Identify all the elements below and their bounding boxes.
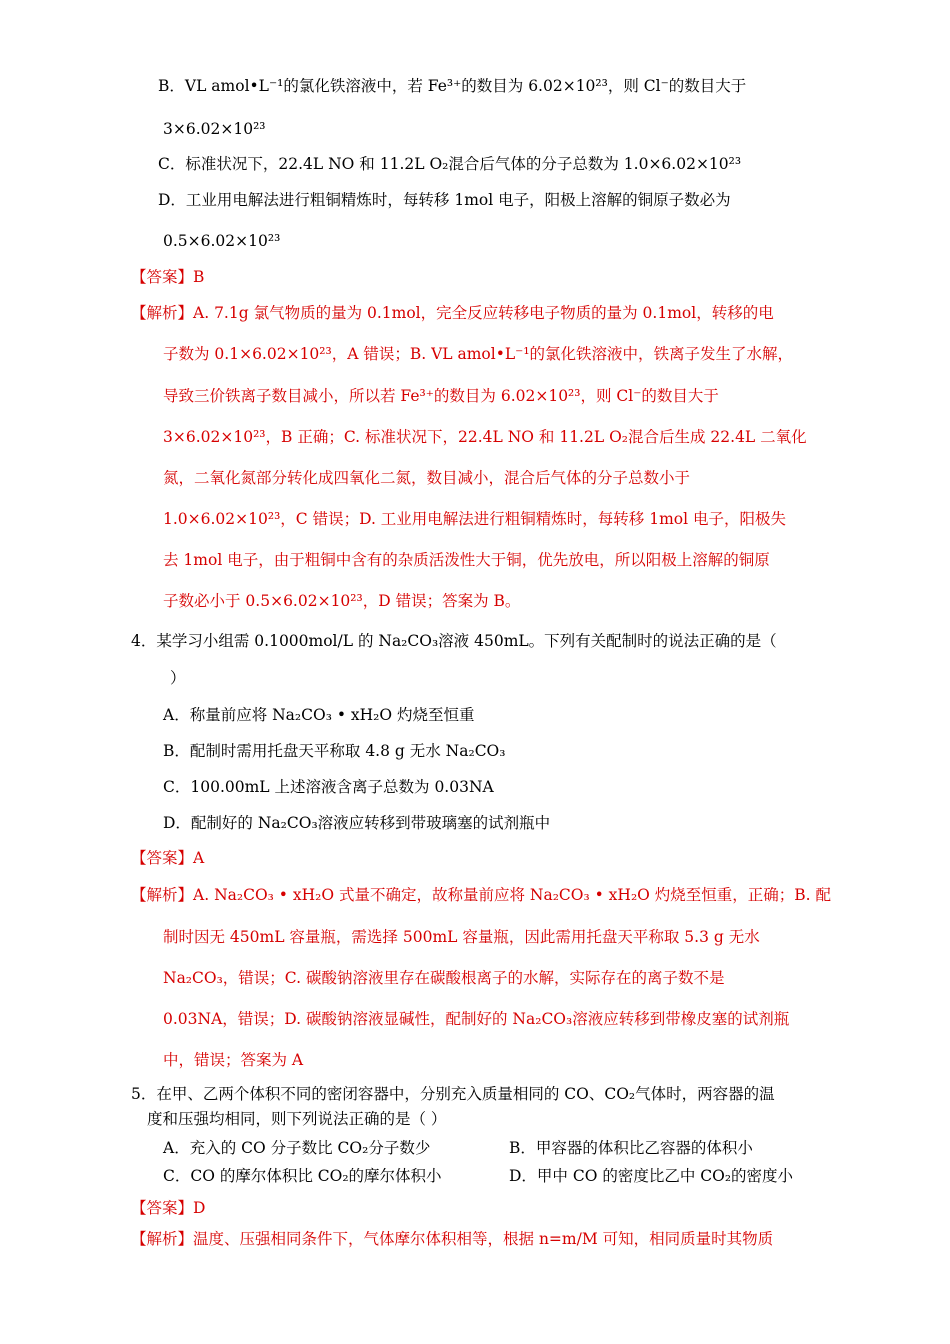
analysis-text: A. 7.1g 氯气物质的量为 0.1mol，完全反应转移电子物质的量为 0.1mol，转移的电 xyxy=(193,304,774,322)
answer-tag: 【答案】 xyxy=(131,849,194,867)
q3-answer xyxy=(131,266,204,288)
q4-analysis-line2: 制时因无 450mL 容量瓶，需选择 500mL 容量瓶，因此需用托盘天平称取 5.3 g 无水 xyxy=(163,928,760,946)
answer-value: A xyxy=(193,849,205,867)
analysis-text: 温度、压强相同条件下，气体摩尔体积相等，根据 n=m/M 可知，相同质量时其物质 xyxy=(193,1230,774,1248)
q3-option-c: C．标准状况下，22.4L NO 和 11.2L O₂混合后气体的分子总数为 1.0×6.02×10²³ xyxy=(158,155,742,173)
q5-answer xyxy=(131,1197,205,1219)
answer-tag: 【答案】 xyxy=(131,268,194,286)
q4-answer xyxy=(131,847,204,869)
q3-analysis-line4: 3×6.02×10²³，B 正确；C. 标准状况下，22.4L NO 和 11.2L O₂混合后生成 22.4L 二氧化 xyxy=(163,428,807,446)
answer-value: B xyxy=(193,268,205,286)
q4-option-c: C．100.00mL 上述溶液含离子总数为 0.03NA xyxy=(163,778,494,796)
q3-analysis-line2: 子数为 0.1×6.02×10²³，A 错误；B. VL amol•L⁻¹的氯化铁溶液中，铁离子发生了水解， xyxy=(163,345,794,363)
q5-stem-line1: 5．在甲、乙两个体积不同的密闭容器中，分别充入质量相同的 CO、CO₂气体时，两容器的温 xyxy=(131,1085,775,1103)
q5-option-d: D．甲中 CO 的密度比乙中 CO₂的密度小 xyxy=(509,1167,794,1185)
q5-analysis-line1 xyxy=(131,1228,773,1250)
q3-analysis-line8: 子数必小于 0.5×6.02×10²³，D 错误；答案为 B。 xyxy=(163,592,521,610)
q5-stem-line2: 度和压强均相同，则下列说法正确的是（ ） xyxy=(147,1110,447,1128)
q3-option-d-line1: D．工业用电解法进行粗铜精炼时，每转移 1mol 电子，阳极上溶解的铜原子数必为 xyxy=(158,191,731,209)
q4-option-a: A．称量前应将 Na₂CO₃ • xH₂O 灼烧至恒重 xyxy=(163,706,475,724)
q4-analysis-line1 xyxy=(131,884,831,906)
q3-option-b-line2: 3×6.02×10²³ xyxy=(163,120,266,138)
q3-option-b-line1: B．VL amol•L⁻¹的氯化铁溶液中，若 Fe³⁺的数目为 6.02×10²³，则 Cl⁻的数目大于 xyxy=(158,77,747,95)
q3-analysis-line1 xyxy=(131,302,774,324)
q3-analysis-line6: 1.0×6.02×10²³，C 错误；D. 工业用电解法进行粗铜精炼时，每转移 1mol 电子，阳极失 xyxy=(163,510,787,528)
analysis-tag: 【解析】 xyxy=(131,1230,194,1248)
q3-analysis-line5: 氮，二氧化氮部分转化成四氧化二氮，数目减小，混合后气体的分子总数小于 xyxy=(163,469,691,487)
q3-analysis-line7: 去 1mol 电子，由于粗铜中含有的杂质活泼性大于铜，优先放电，所以阳极上溶解的铜原 xyxy=(163,551,770,569)
analysis-text: A. Na₂CO₃ • xH₂O 式量不确定，故称量前应将 Na₂CO₃ • xH₂O 灼烧至恒重，正确；B. 配 xyxy=(193,886,832,904)
q3-analysis-line3: 导致三价铁离子数目减小，所以若 Fe³⁺的数目为 6.02×10²³，则 Cl⁻的数目大于 xyxy=(163,387,719,405)
q5-option-b: B．甲容器的体积比乙容器的体积小 xyxy=(509,1139,753,1157)
q3-option-d-line2: 0.5×6.02×10²³ xyxy=(163,232,281,250)
q4-analysis-line4: 0.03NA，错误；D. 碳酸钠溶液显碱性，配制好的 Na₂CO₃溶液应转移到带橡皮塞的试剂瓶 xyxy=(163,1010,790,1028)
q5-option-c: C．CO 的摩尔体积比 CO₂的摩尔体积小 xyxy=(163,1167,442,1185)
answer-tag: 【答案】 xyxy=(131,1199,194,1217)
q4-option-d: D．配制好的 Na₂CO₃溶液应转移到带玻璃塞的试剂瓶中 xyxy=(163,814,551,832)
answer-value: D xyxy=(193,1199,206,1217)
q4-stem-line1: 4．某学习小组需 0.1000mol/L 的 Na₂CO₃溶液 450mL。下列有关配制时的说法正确的是（ xyxy=(131,632,777,650)
q4-analysis-line3: Na₂CO₃，错误；C. 碳酸钠溶液里存在碳酸根离子的水解，实际存在的离子数不是 xyxy=(163,969,725,987)
analysis-tag: 【解析】 xyxy=(131,886,194,904)
q4-analysis-line5: 中，错误；答案为 A xyxy=(163,1051,304,1069)
q5-option-a: A．充入的 CO 分子数比 CO₂分子数少 xyxy=(163,1139,431,1157)
q4-option-b: B．配制时需用托盘天平称取 4.8 g 无水 Na₂CO₃ xyxy=(163,742,506,760)
q4-stem-line2: ） xyxy=(170,669,186,687)
analysis-tag: 【解析】 xyxy=(131,304,194,322)
